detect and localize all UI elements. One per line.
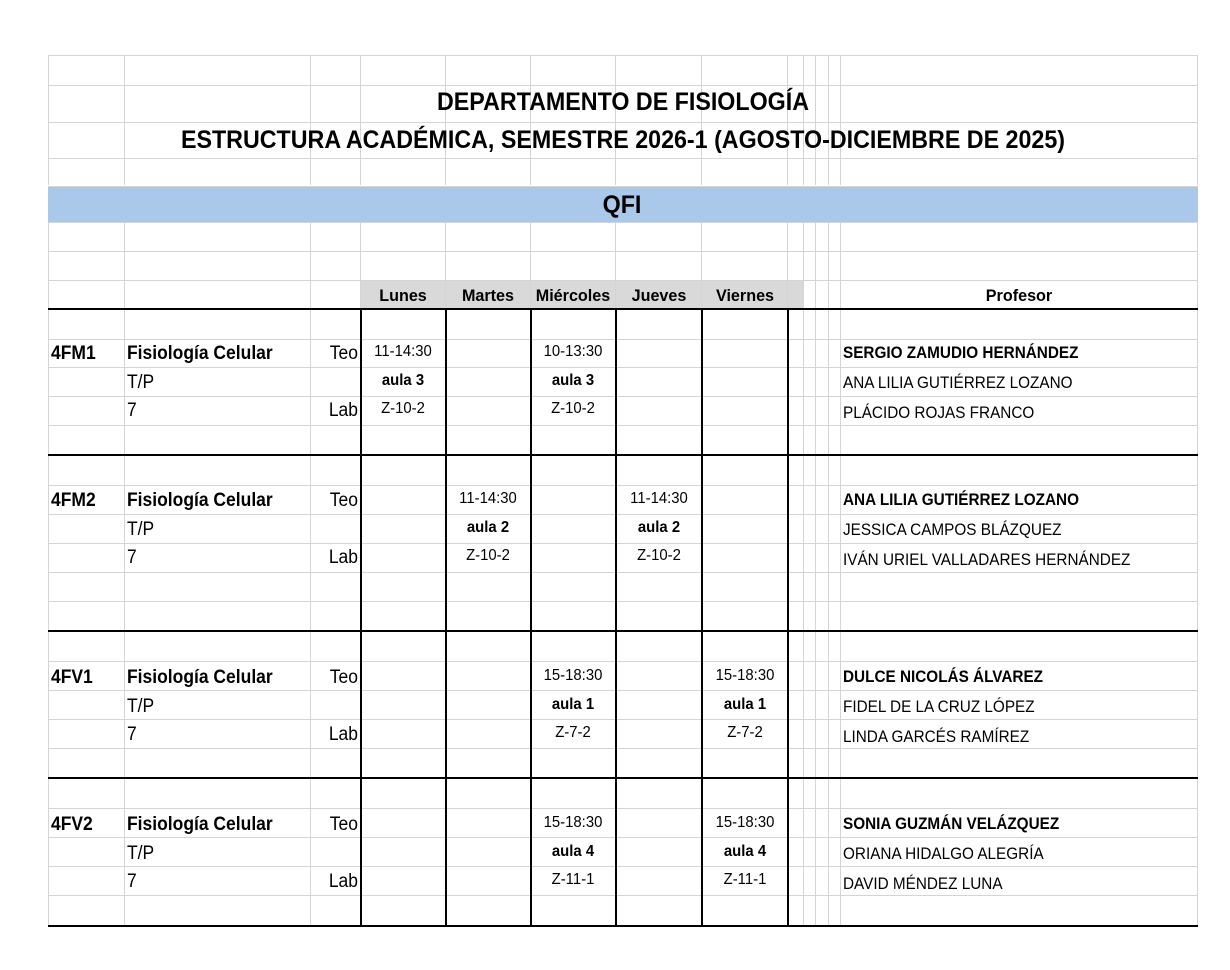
border-line [701, 309, 703, 926]
grid-line [828, 55, 829, 185]
grid-line [48, 866, 1198, 867]
slot-room: aula 2 [466, 519, 510, 536]
slot-room: aula 1 [551, 696, 595, 713]
slot-time: 11-14:30 [374, 343, 432, 360]
group-code: 4FM1 [51, 343, 96, 364]
slot-lab: Z-10-2 [551, 400, 595, 417]
slot-room: aula 3 [381, 372, 425, 389]
grid-line [48, 572, 1198, 573]
teo-label: Teo [329, 343, 358, 364]
class-type: T/P [127, 519, 155, 540]
grid-line [48, 719, 1198, 720]
border-line [787, 309, 789, 926]
grid-line [48, 55, 49, 185]
credits: 7 [127, 871, 137, 892]
semester-subtitle: ESTRUCTURA ACADÉMICA, SEMESTRE 2026-1 (AGOSTO-DICIEMBRE DE 2025) [180, 126, 1066, 154]
day-lunes: Lunes [379, 286, 427, 305]
subject-name: Fisiología Celular [127, 343, 273, 364]
day-viernes: Viernes [715, 286, 775, 305]
grid-line [124, 222, 125, 927]
professor-name: ANA LILIA GUTIÉRREZ LOZANO [843, 373, 1073, 392]
slot-room: aula 3 [551, 372, 595, 389]
border-line [445, 309, 447, 926]
border-line [48, 630, 1198, 632]
teo-label: Teo [329, 490, 358, 511]
grid-line [48, 339, 1198, 340]
grid-line [445, 55, 446, 185]
grid-line [48, 367, 1198, 368]
grid-line [48, 396, 1198, 397]
slot-time: 15-18:30 [715, 814, 775, 831]
border-line [615, 309, 617, 926]
professor-name: IVÁN URIEL VALLADARES HERNÁNDEZ [843, 550, 1131, 569]
border-line [48, 308, 1198, 310]
grid-line [840, 222, 841, 927]
grid-line [48, 601, 1198, 602]
grid-line [1197, 222, 1198, 927]
grid-line [48, 690, 1198, 691]
class-type: T/P [127, 843, 155, 864]
credits: 7 [127, 400, 137, 421]
slot-time: 15-18:30 [543, 667, 603, 684]
teo-label: Teo [329, 814, 358, 835]
grid-line [310, 55, 311, 185]
subject-name: Fisiología Celular [127, 490, 273, 511]
slot-lab: Z-10-2 [381, 400, 425, 417]
grid-line [48, 55, 1198, 56]
grid-line [530, 55, 531, 185]
profesor-header: Profesor [985, 286, 1053, 305]
professor-name: JESSICA CAMPOS BLÁZQUEZ [843, 520, 1062, 539]
slot-lab: Z-10-2 [466, 547, 510, 564]
grid-line [310, 222, 311, 927]
professor-name: DULCE NICOLÁS ÁLVAREZ [843, 667, 1044, 686]
professor-name: SERGIO ZAMUDIO HERNÁNDEZ [843, 343, 1079, 362]
grid-line [124, 55, 125, 185]
professor-name: LINDA GARCÉS RAMÍREZ [843, 727, 1030, 746]
day-miercoles: Miércoles [535, 286, 611, 305]
slot-time: 11-14:30 [459, 490, 517, 507]
grid-line [840, 55, 841, 185]
grid-line [48, 661, 1198, 662]
slot-lab: Z-7-2 [555, 724, 591, 741]
lab-label: Lab [328, 724, 358, 745]
border-line [530, 309, 532, 926]
grid-line [803, 222, 804, 927]
slot-lab: Z-11-1 [723, 871, 767, 888]
border-line [360, 309, 362, 926]
grid-line [48, 158, 1198, 159]
slot-time: 15-18:30 [715, 667, 775, 684]
grid-line [803, 55, 804, 185]
professor-name: ORIANA HIDALGO ALEGRÍA [843, 844, 1044, 863]
qfi-label: QFI [602, 191, 642, 219]
grid-line [48, 837, 1198, 838]
class-type: T/P [127, 372, 155, 393]
teo-label: Teo [329, 667, 358, 688]
professor-name: SONIA GUZMÁN VELÁZQUEZ [843, 814, 1060, 833]
grid-line [815, 222, 816, 927]
grid-line [701, 55, 702, 185]
grid-line [48, 280, 1198, 281]
lab-label: Lab [328, 547, 358, 568]
grid-line [360, 55, 361, 185]
lab-label: Lab [328, 871, 358, 892]
grid-line [48, 186, 1198, 187]
subject-name: Fisiología Celular [127, 814, 273, 835]
class-type: T/P [127, 696, 155, 717]
slot-room: aula 1 [723, 696, 767, 713]
grid-line [48, 122, 1198, 123]
grid-line [615, 55, 616, 185]
grid-line [48, 425, 1198, 426]
slot-time: 11-14:30 [630, 490, 688, 507]
grid-line [1197, 55, 1198, 185]
grid-line [815, 55, 816, 185]
grid-line [48, 485, 1198, 486]
slot-room: aula 2 [637, 519, 681, 536]
professor-name: ANA LILIA GUTIÉRREZ LOZANO [843, 490, 1080, 509]
grid-line [48, 748, 1198, 749]
professor-name: PLÁCIDO ROJAS FRANCO [843, 403, 1035, 422]
subject-name: Fisiología Celular [127, 667, 273, 688]
professor-name: FIDEL DE LA CRUZ LÓPEZ [843, 697, 1035, 716]
grid-line [48, 808, 1198, 809]
grid-line [828, 222, 829, 927]
border-line [48, 454, 1198, 456]
professor-name: DAVID MÉNDEZ LUNA [843, 874, 1003, 893]
slot-room: aula 4 [551, 843, 595, 860]
slot-time: 10-13:30 [543, 343, 603, 360]
credits: 7 [127, 724, 137, 745]
slot-lab: Z-10-2 [637, 547, 681, 564]
lab-label: Lab [328, 400, 358, 421]
grid-line [48, 514, 1198, 515]
slot-lab: Z-11-1 [551, 871, 595, 888]
day-jueves: Jueves [631, 286, 687, 305]
group-code: 4FV2 [51, 814, 93, 835]
border-line [48, 925, 1198, 927]
day-martes: Martes [461, 286, 515, 305]
grid-line [48, 222, 1198, 223]
group-code: 4FV1 [51, 667, 93, 688]
grid-line [48, 222, 49, 927]
grid-line [48, 251, 1198, 252]
slot-time: 15-18:30 [543, 814, 603, 831]
grid-line [48, 543, 1198, 544]
credits: 7 [127, 547, 137, 568]
grid-line [787, 55, 788, 185]
department-title: DEPARTAMENTO DE FISIOLOGÍA [436, 88, 810, 116]
slot-lab: Z-7-2 [727, 724, 763, 741]
slot-room: aula 4 [723, 843, 767, 860]
border-line [48, 777, 1198, 779]
group-code: 4FM2 [51, 490, 96, 511]
grid-line [48, 895, 1198, 896]
grid-line [48, 85, 1198, 86]
